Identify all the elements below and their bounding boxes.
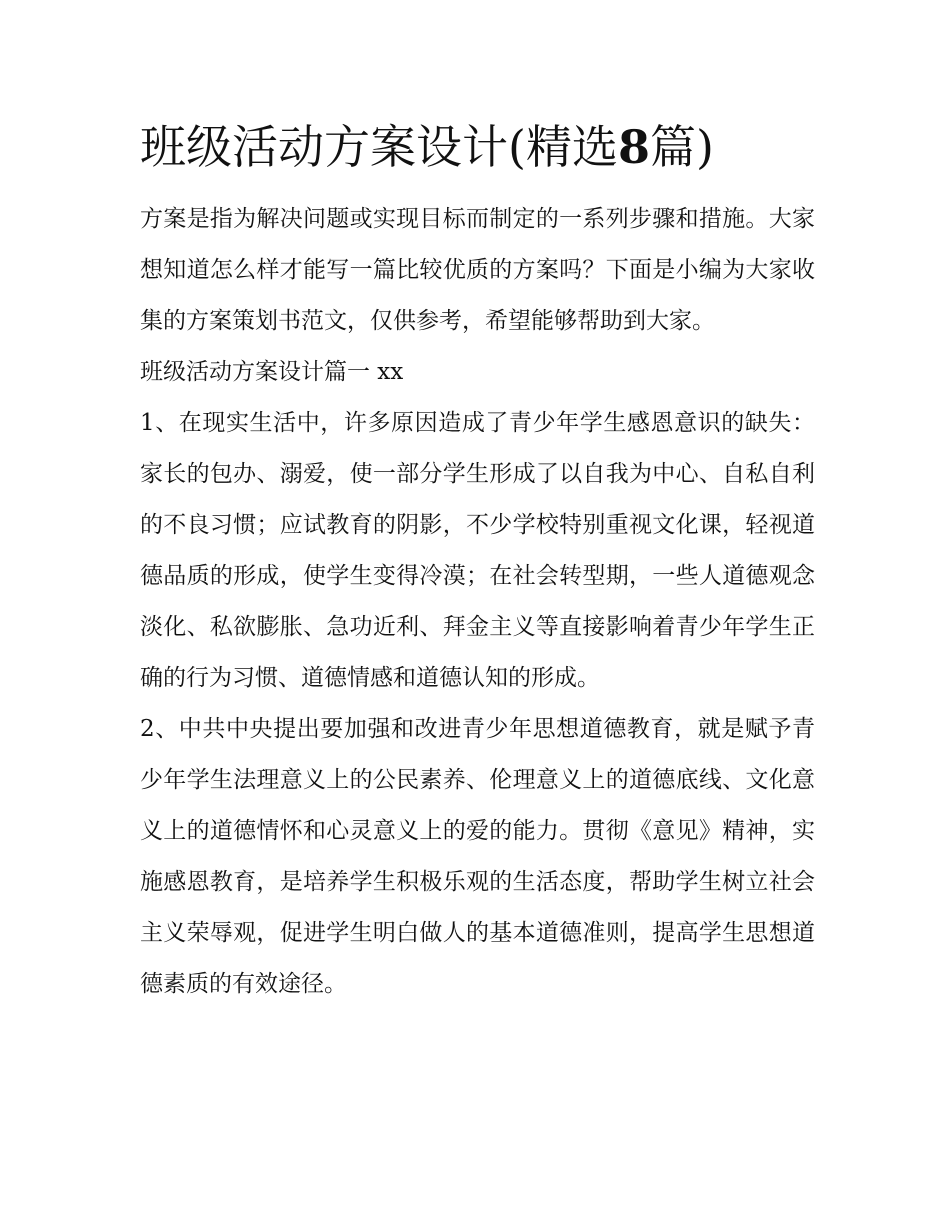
document-body (140, 112, 815, 1010)
body-paragraph-1: 1、在现实生活中，许多原因造成了青少年学生感恩意识的缺失：家长的包办、溺爱，使一部分学生形成了以自我为中心、自私自利的不良习惯；应试教育的阴影，不少学校特别重视文化课，轻视道德品质的形成，使学生变得冷漠；在社会转型期，一些人道德观念淡化、私欲膨胀、急功近利、拜金主义等直接影响着青少年学生正确的行为习惯、道德情感和道德认知的形成。 (140, 410, 815, 691)
section-heading: 班级活动方案设计篇一 xx (140, 359, 404, 385)
body-paragraph-2: 2、中共中央提出要加强和改进青少年思想道德教育，就是赋予青少年学生法理意义上的公民素养、伦理意义上的道德底线、文化意义上的道德情怀和心灵意义上的爱的能力。贯彻《意见》精神，实施感恩教育，是培养学生积极乐观的生活态度，帮助学生树立社会主义荣辱观，促进学生明白做人的基本道德准则，提高学生思想道德素质的有效途径。 (140, 716, 815, 997)
document-title (140, 112, 815, 182)
intro-paragraph: 方案是指为解决问题或实现目标而制定的一系列步骤和措施。大家想知道怎么样才能写一篇比较优质的方案吗？下面是小编为大家收集的方案策划书范文，仅供参考，希望能够帮助到大家。 (140, 206, 815, 334)
title-text-suffix: 篇) (649, 120, 714, 174)
title-number: 8 (617, 120, 650, 174)
title-text-prefix: 班级活动方案设计(精选 (140, 120, 618, 174)
